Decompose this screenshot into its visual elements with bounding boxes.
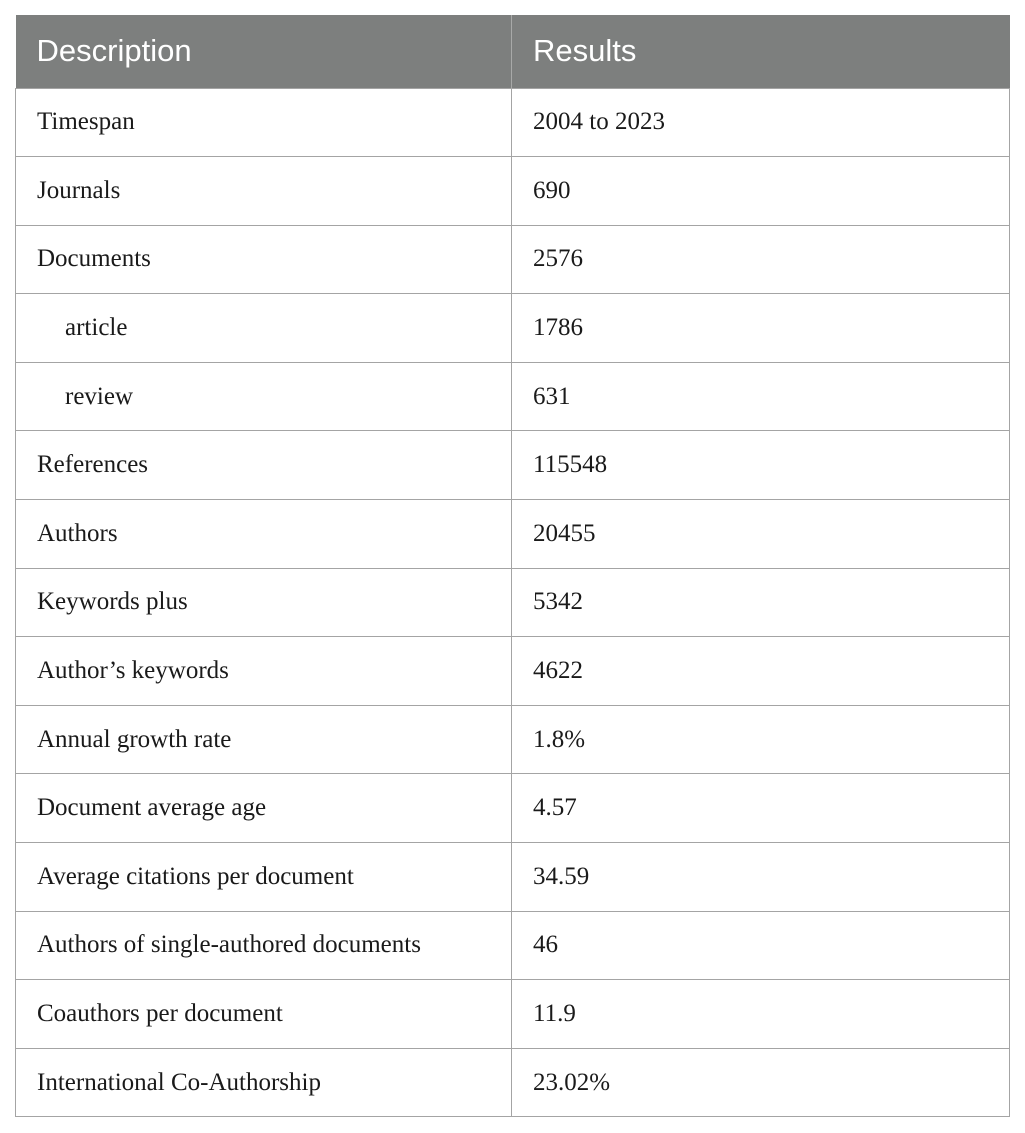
row-description: Authors of single-authored documents — [16, 911, 512, 980]
header-description: Description — [16, 15, 512, 88]
row-description: References — [16, 431, 512, 500]
row-description: Annual growth rate — [16, 705, 512, 774]
header-results: Results — [512, 15, 1010, 88]
row-description: Coauthors per document — [16, 980, 512, 1049]
table-row — [16, 774, 1010, 843]
table-row — [16, 705, 1010, 774]
statistics-table-container — [15, 15, 1009, 1117]
table-header-row — [16, 15, 1010, 88]
row-description: article — [16, 294, 512, 363]
table-row — [16, 911, 1010, 980]
statistics-table — [15, 15, 1010, 1117]
row-result: 23.02% — [512, 1048, 1010, 1117]
row-description: International Co-Authorship — [16, 1048, 512, 1117]
row-description: review — [16, 362, 512, 431]
row-description: Document average age — [16, 774, 512, 843]
row-result: 11.9 — [512, 980, 1010, 1049]
row-description: Documents — [16, 225, 512, 294]
table-row — [16, 294, 1010, 363]
row-result: 5342 — [512, 568, 1010, 637]
row-result: 2576 — [512, 225, 1010, 294]
row-description: Keywords plus — [16, 568, 512, 637]
row-description: Author’s keywords — [16, 637, 512, 706]
table-row — [16, 500, 1010, 569]
row-result: 4622 — [512, 637, 1010, 706]
table-row — [16, 225, 1010, 294]
table-row — [16, 157, 1010, 226]
row-result: 2004 to 2023 — [512, 88, 1010, 157]
row-result: 1.8% — [512, 705, 1010, 774]
row-result: 690 — [512, 157, 1010, 226]
table-row — [16, 843, 1010, 912]
table-row — [16, 362, 1010, 431]
table-row — [16, 1048, 1010, 1117]
row-description: Average citations per document — [16, 843, 512, 912]
table-row — [16, 980, 1010, 1049]
table-row — [16, 637, 1010, 706]
row-result: 631 — [512, 362, 1010, 431]
row-description: Authors — [16, 500, 512, 569]
table-row — [16, 568, 1010, 637]
table-body — [16, 88, 1010, 1117]
row-result: 115548 — [512, 431, 1010, 500]
row-result: 1786 — [512, 294, 1010, 363]
row-result: 46 — [512, 911, 1010, 980]
row-result: 20455 — [512, 500, 1010, 569]
row-result: 4.57 — [512, 774, 1010, 843]
table-row — [16, 88, 1010, 157]
row-result: 34.59 — [512, 843, 1010, 912]
row-description: Journals — [16, 157, 512, 226]
row-description: Timespan — [16, 88, 512, 157]
table-row — [16, 431, 1010, 500]
